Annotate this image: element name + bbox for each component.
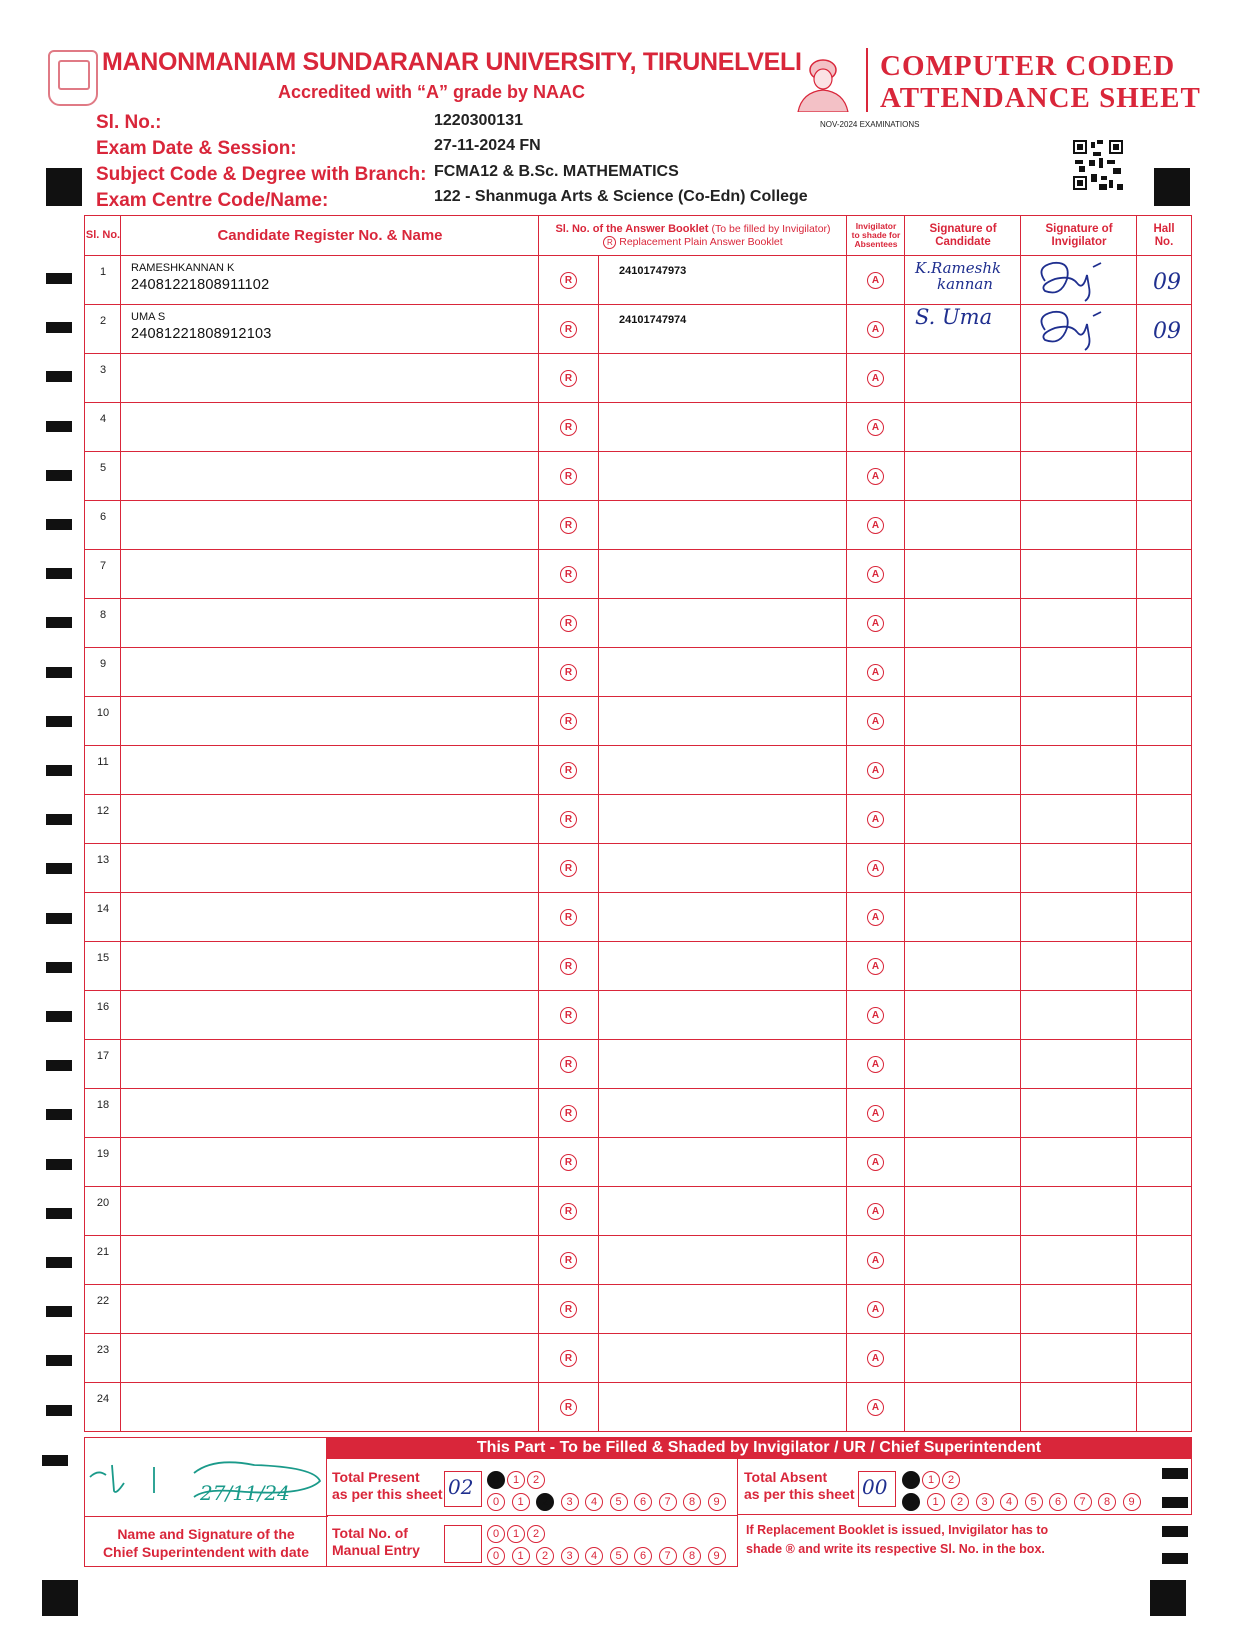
replacement-bubble[interactable]: R [560, 1399, 577, 1416]
header-signature-candidate: Signature of Candidate [929, 222, 997, 248]
candidate-signature: K.Rameshk kannan [915, 259, 1002, 293]
table-row [85, 991, 1191, 1040]
row-sl-no: 24 [96, 1393, 110, 1405]
row-sl-no: 13 [96, 854, 110, 866]
sheet-title: COMPUTER CODED ATTENDANCE SHEET [880, 50, 1201, 114]
table-row [85, 697, 1191, 746]
hall-no: 09 [1153, 270, 1181, 295]
timing-mark [1154, 168, 1190, 206]
centre-value: 122 - Shanmuga Arts & Science (Co-Edn) College [434, 188, 808, 205]
timing-mark [46, 322, 72, 333]
replacement-bubble[interactable]: R [560, 860, 577, 877]
header-signature-invigilator: Signature of Invigilator [1045, 222, 1113, 248]
timing-mark [46, 814, 72, 825]
timing-mark [46, 568, 72, 579]
table-row [85, 844, 1191, 893]
tens-digit-bubble[interactable]: 1 [507, 1525, 525, 1543]
absentee-bubble[interactable]: A [867, 321, 884, 338]
row-sl-no: 15 [96, 952, 110, 964]
replacement-bubble[interactable]: R [560, 615, 577, 632]
row-sl-no: 12 [96, 805, 110, 817]
timing-mark [46, 863, 72, 874]
replacement-bubble[interactable]: R [560, 419, 577, 436]
row-sl-no: 5 [99, 462, 107, 474]
chief-superintendent-label: Name and Signature of the Chief Superintendent with date [102, 1526, 310, 1560]
units-digit-bubble[interactable]: 0 [487, 1547, 505, 1565]
tens-digit-bubble[interactable]: 0 [487, 1525, 505, 1543]
units-digit-bubble[interactable]: 6 [1049, 1493, 1067, 1511]
absentee-bubble[interactable]: A [867, 811, 884, 828]
absentee-bubble[interactable]: A [867, 566, 884, 583]
table-row [85, 1187, 1191, 1236]
table-row [85, 1138, 1191, 1187]
replacement-bubble[interactable]: R [560, 1056, 577, 1073]
units-digit-bubble[interactable]: 3 [976, 1493, 994, 1511]
absentee-bubble[interactable]: A [867, 713, 884, 730]
timing-mark [46, 667, 72, 678]
units-digit-bubble[interactable]: 4 [1000, 1493, 1018, 1511]
table-row [85, 1285, 1191, 1334]
timing-mark [46, 1257, 72, 1268]
timing-mark [46, 1405, 72, 1416]
row-sl-no: 23 [96, 1344, 110, 1356]
replacement-bubble[interactable]: R [560, 1350, 577, 1367]
units-digit-bubble[interactable]: 5 [1025, 1493, 1043, 1511]
replacement-bubble[interactable]: R [560, 1154, 577, 1171]
units-digit-bubble[interactable]: 3 [561, 1547, 579, 1565]
header-candidate: Candidate Register No. & Name [217, 227, 443, 244]
university-logo [48, 50, 98, 106]
units-digit-bubble[interactable]: 6 [634, 1547, 652, 1565]
founder-portrait [792, 50, 854, 112]
units-digit-bubble[interactable]: 8 [683, 1493, 701, 1511]
replacement-bubble[interactable]: R [560, 1203, 577, 1220]
table-row [85, 1040, 1191, 1089]
exam-date-label: Exam Date & Session: [96, 138, 297, 159]
table-row [85, 256, 1191, 305]
row-sl-no: 17 [96, 1050, 110, 1062]
table-row [85, 305, 1191, 354]
units-digit-bubble[interactable]: 7 [1074, 1493, 1092, 1511]
candidate-register-no: 24081221808912103 [131, 326, 272, 342]
table-row [85, 354, 1191, 403]
replacement-bubble[interactable]: R [560, 1007, 577, 1024]
row-sl-no: 8 [99, 609, 107, 621]
total-present-label: Total Present as per this sheet [332, 1469, 443, 1502]
answer-booklet-no: 24101747974 [619, 314, 687, 326]
units-digit-bubble[interactable]: 5 [610, 1493, 628, 1511]
timing-mark [1150, 1580, 1186, 1616]
timing-mark [46, 371, 72, 382]
timing-mark [46, 273, 72, 284]
row-sl-no: 2 [99, 315, 107, 327]
candidate-signature: S. Uma [915, 305, 993, 329]
timing-mark [46, 1159, 72, 1170]
table-row [85, 746, 1191, 795]
units-digit-bubble[interactable]: 1 [512, 1547, 530, 1565]
candidate-register-no: 24081221808911102 [131, 277, 270, 293]
timing-mark [46, 617, 72, 628]
university-name: MANONMANIAM SUNDARANAR UNIVERSITY, TIRUNELVELI [102, 48, 802, 76]
header-divider [866, 48, 868, 112]
units-digit-bubble[interactable]: 2 [536, 1547, 554, 1565]
replacement-bubble[interactable]: R [560, 468, 577, 485]
absentee-bubble[interactable]: A [867, 1252, 884, 1269]
timing-mark [46, 1109, 72, 1120]
table-row [85, 550, 1191, 599]
absentee-bubble[interactable]: A [867, 1105, 884, 1122]
row-sl-no: 11 [97, 756, 109, 768]
replacement-bubble[interactable]: R [560, 909, 577, 926]
invigilator-banner: This Part - To be Filled & Shaded by Invigilator / UR / Chief Superintendent [326, 1437, 1192, 1459]
timing-mark [46, 1060, 72, 1071]
table-header [85, 216, 1191, 256]
replacement-bubble[interactable]: R [560, 664, 577, 681]
timing-mark [46, 1011, 72, 1022]
units-digit-bubble[interactable]: 0 [487, 1493, 505, 1511]
timing-mark [46, 716, 72, 727]
table-row [85, 795, 1191, 844]
row-sl-no: 3 [99, 364, 107, 376]
row-sl-no: 21 [96, 1246, 110, 1258]
table-row [85, 452, 1191, 501]
absentee-bubble[interactable]: A [867, 909, 884, 926]
tens-digit-bubble[interactable]: 2 [942, 1471, 960, 1489]
units-digit-bubble[interactable]: 8 [1098, 1493, 1116, 1511]
timing-mark [46, 1306, 72, 1317]
centre-label: Exam Centre Code/Name: [96, 190, 329, 211]
row-sl-no: 9 [99, 658, 107, 670]
timing-mark [46, 470, 72, 481]
absentee-bubble[interactable]: A [867, 517, 884, 534]
absentee-bubble[interactable]: A [867, 1154, 884, 1171]
table-row [85, 648, 1191, 697]
tens-digit-bubble[interactable]: 2 [527, 1525, 545, 1543]
row-sl-no: 6 [99, 511, 107, 523]
row-sl-no: 10 [96, 707, 110, 719]
table-row [85, 599, 1191, 648]
units-digit-bubble[interactable]: 7 [659, 1493, 677, 1511]
units-digit-bubble[interactable]: 1 [512, 1493, 530, 1511]
units-digit-bubble[interactable]: 2 [536, 1493, 554, 1511]
row-sl-no: 18 [96, 1099, 110, 1111]
attendance-table [84, 215, 1192, 1432]
tens-digit-bubble[interactable]: 0 [487, 1471, 505, 1489]
table-row [85, 893, 1191, 942]
row-sl-no: 14 [96, 903, 110, 915]
tens-digit-bubble[interactable]: 1 [922, 1471, 940, 1489]
replacement-note: If Replacement Booklet is issued, Invigilator has to shade ® and write its respective Sl. No. in the box. [746, 1523, 1049, 1556]
header-booklet: Sl. No. of the Answer Booklet (To be filled by Invigilator) R Replacement Plain Answer Booklet [555, 222, 831, 248]
units-digit-bubble[interactable]: 0 [902, 1493, 920, 1511]
timing-mark [46, 519, 72, 530]
sl-no-value: 1220300131 [434, 112, 523, 129]
absentee-bubble[interactable]: A [867, 419, 884, 436]
table-row [85, 1383, 1191, 1432]
units-digit-bubble[interactable]: 9 [708, 1493, 726, 1511]
absentee-bubble[interactable]: A [867, 1399, 884, 1416]
absentee-bubble[interactable]: A [867, 958, 884, 975]
timing-mark [46, 962, 72, 973]
row-sl-no: 16 [96, 1001, 110, 1013]
absentee-bubble[interactable]: A [867, 860, 884, 877]
row-sl-no: 20 [96, 1197, 110, 1209]
units-digit-bubble[interactable]: 6 [634, 1493, 652, 1511]
row-sl-no: 4 [99, 413, 107, 425]
timing-mark [46, 1208, 72, 1219]
manual-entry-box[interactable] [444, 1525, 482, 1563]
absentee-bubble[interactable]: A [867, 1203, 884, 1220]
absentee-bubble[interactable]: A [867, 468, 884, 485]
accreditation-text: Accredited with “A” grade by NAAC [278, 82, 586, 102]
row-sl-no: 7 [99, 560, 107, 572]
header-absentees: Invigilator to shade for Absentees [851, 221, 901, 249]
replacement-bubble[interactable]: R [560, 713, 577, 730]
tens-digit-bubble[interactable]: 1 [507, 1471, 525, 1489]
row-sl-no: 19 [96, 1148, 110, 1160]
tens-digit-bubble[interactable]: 0 [902, 1471, 920, 1489]
timing-mark [46, 1355, 72, 1366]
timing-mark [46, 913, 72, 924]
candidate-name: UMA S [131, 311, 166, 323]
hall-no: 09 [1153, 319, 1181, 344]
chief-superintendent-date: 27/11/24 [200, 1481, 290, 1505]
answer-booklet-no: 24101747973 [619, 265, 687, 277]
total-absent-value: 00 [862, 1475, 888, 1499]
total-absent-label: Total Absent as per this sheet [744, 1469, 855, 1502]
header-hall-no: Hall No. [1153, 222, 1175, 248]
table-row [85, 942, 1191, 991]
absentee-bubble[interactable]: A [867, 1301, 884, 1318]
timing-mark [42, 1455, 68, 1466]
units-digit-bubble[interactable]: 3 [561, 1493, 579, 1511]
absentee-bubble[interactable]: A [867, 1007, 884, 1024]
table-row [85, 1334, 1191, 1383]
absentee-bubble[interactable]: A [867, 370, 884, 387]
sl-no-label: Sl. No.: [96, 112, 162, 133]
units-digit-bubble[interactable]: 7 [659, 1547, 677, 1565]
absentee-bubble[interactable]: A [867, 664, 884, 681]
absentee-bubble[interactable]: A [867, 615, 884, 632]
absentee-bubble[interactable]: A [867, 762, 884, 779]
subject-label: Subject Code & Degree with Branch: [96, 164, 427, 185]
replacement-bubble[interactable]: R [560, 958, 577, 975]
replacement-bubble[interactable]: R [560, 370, 577, 387]
replacement-bubble[interactable]: R [560, 566, 577, 583]
units-digit-bubble[interactable]: 5 [610, 1547, 628, 1565]
absentee-bubble[interactable]: A [867, 1056, 884, 1073]
examination-session: NOV-2024 EXAMINATIONS [820, 120, 920, 129]
footer-section [84, 1437, 1190, 1567]
timing-mark [46, 421, 72, 432]
units-digit-bubble[interactable]: 4 [585, 1547, 603, 1565]
absentee-bubble[interactable]: A [867, 272, 884, 289]
replacement-bubble[interactable]: R [560, 762, 577, 779]
exam-date-value: 27-11-2024 FN [434, 137, 541, 154]
qr-code [1073, 140, 1123, 190]
subject-value: FCMA12 & B.Sc. MATHEMATICS [434, 163, 679, 180]
units-digit-bubble[interactable]: 9 [1123, 1493, 1141, 1511]
candidate-name: RAMESHKANNAN K [131, 262, 235, 274]
timing-mark [46, 168, 82, 206]
table-row [85, 501, 1191, 550]
invigilator-signature [1031, 257, 1121, 303]
replacement-bubble[interactable]: R [560, 1105, 577, 1122]
timing-mark [42, 1580, 78, 1616]
table-row [85, 1089, 1191, 1138]
tens-digit-bubble[interactable]: 2 [527, 1471, 545, 1489]
table-row [85, 1236, 1191, 1285]
replacement-bubble[interactable]: R [560, 321, 577, 338]
replacement-bubble[interactable]: R [560, 272, 577, 289]
manual-entry-label: Total No. of Manual Entry [332, 1525, 420, 1558]
units-digit-bubble[interactable]: 9 [708, 1547, 726, 1565]
replacement-bubble[interactable]: R [560, 811, 577, 828]
replacement-bubble[interactable]: R [560, 1301, 577, 1318]
invigilator-signature [1031, 306, 1121, 352]
replacement-bubble[interactable]: R [560, 517, 577, 534]
row-sl-no: 1 [99, 266, 107, 278]
table-row [85, 403, 1191, 452]
timing-mark [46, 765, 72, 776]
replacement-bubble[interactable]: R [560, 1252, 577, 1269]
units-digit-bubble[interactable]: 1 [927, 1493, 945, 1511]
total-present-value: 02 [448, 1475, 474, 1499]
units-digit-bubble[interactable]: 4 [585, 1493, 603, 1511]
header-sl-no: Sl. No. [85, 229, 121, 241]
units-digit-bubble[interactable]: 2 [951, 1493, 969, 1511]
row-sl-no: 22 [96, 1295, 110, 1307]
absentee-bubble[interactable]: A [867, 1350, 884, 1367]
units-digit-bubble[interactable]: 8 [683, 1547, 701, 1565]
